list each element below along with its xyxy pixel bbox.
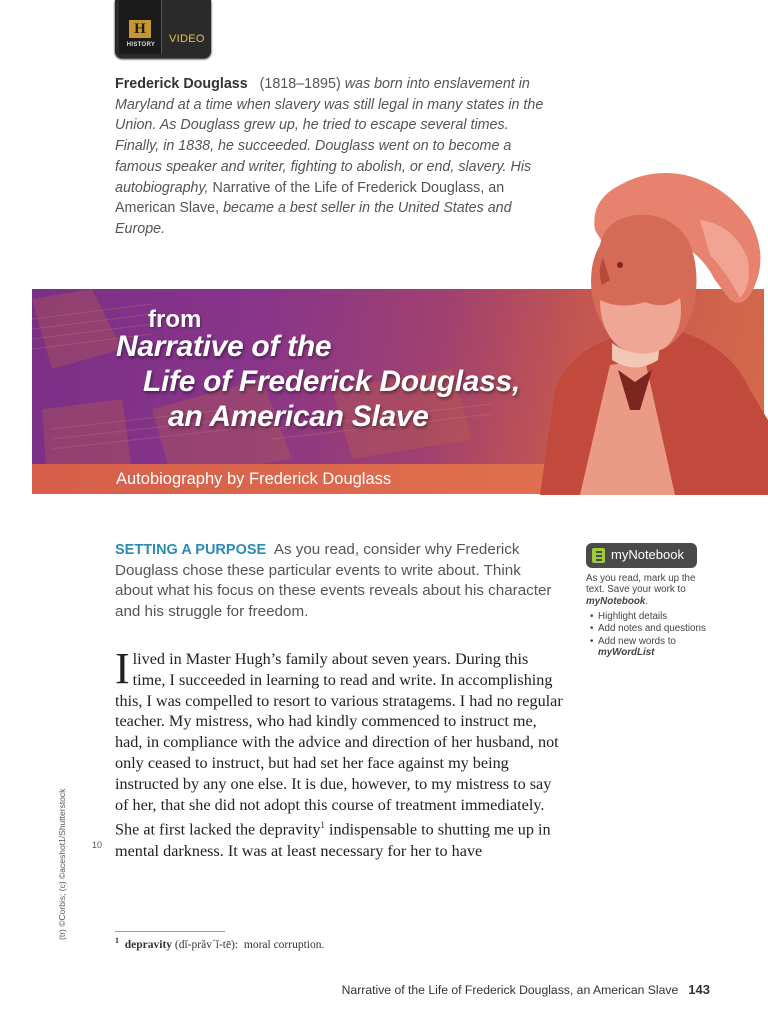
bio-text-a: was born into enslavement in Maryland at a time when slavery was still legal in many states in the Union. As Douglass grew up, he tried to escape several times. Finally, in 1838, he succeeded. Douglass went on to become a famous speaker and writer, fighting to abolish, or end, slavery. His autobiography, [115, 76, 544, 196]
notebook-brand: myNotebook [586, 595, 646, 607]
mynotebook-button[interactable] [586, 543, 697, 568]
setting-a-purpose [115, 540, 555, 622]
title-line-3: an American Slave [168, 400, 429, 433]
footnote-divider [115, 931, 225, 932]
notebook-intro-end: . [645, 595, 649, 607]
body-text: lived in Master Hugh’s family about seven years. During this time, I succeeded in learning to read and write. In accomplishing this, I was compelled to resort to various stratagems. I had no regular teacher. My mistress, who had kindly commenced to instruct me, had, in compliance with the advice and direction of her husband, not only ceased to instruct, but had set her face against my being instructed by any one else. It is due, however, to my mistress to say of her, that she did not adopt this course of treatment immediately. She at first lacked the depravity [115, 650, 563, 839]
notebook-intro-text: As you read, mark up the text. Save your work to [586, 573, 696, 596]
footnote-pronunciation: (dĭ-prăv´ĭ-tē): [174, 938, 239, 951]
author-bio [115, 74, 555, 240]
title-from: from [148, 306, 202, 333]
history-logo-text: HISTORY [126, 42, 156, 48]
notebook-icon [592, 548, 605, 563]
author-dates: (1818–1895) [259, 76, 341, 92]
notebook-instructions [586, 573, 706, 607]
list-item [590, 611, 708, 622]
title-line-1: Narrative of the [116, 330, 332, 363]
page-number: 143 [688, 982, 710, 997]
frederick-douglass-portrait [500, 160, 768, 495]
footnote-number: 1 [115, 936, 119, 945]
title-line-2: Life of Frederick Douglass, [143, 365, 520, 398]
drop-cap: I [115, 644, 130, 693]
notebook-item-text: Highlight details [598, 611, 668, 622]
page-footer [342, 982, 710, 997]
notebook-item-text: Add new words to [598, 635, 676, 647]
bio-book-title: Narrative of the Life of Frederick Douglass, an American Slave, [115, 179, 505, 217]
bio-text-b: became a best seller in the United States and Europe. [115, 200, 512, 237]
list-item [590, 623, 708, 634]
notebook-list [590, 611, 708, 659]
footnote-term: depravity [124, 938, 173, 951]
wordlist-brand: myWordList [598, 646, 655, 658]
footnote-reference[interactable]: 1 [320, 820, 325, 831]
purpose-heading: SETTING A PURPOSE [115, 542, 267, 558]
line-number: 10 [92, 840, 103, 850]
narrative-body [115, 644, 565, 861]
mynotebook-label: myNotebook [611, 547, 684, 562]
footnote-definition: moral corruption. [243, 938, 325, 951]
running-title: Narrative of the Life of Frederick Douglass, an American Slave [341, 983, 679, 997]
subtitle-genre-author: Autobiography by Frederick Douglass [116, 470, 392, 488]
purpose-text: As you read, consider why Frederick Douglass chose these particular events to write about. Think about what his focus on these events reveals about his character and his struggle for freedom. [115, 541, 552, 620]
body-text-end: indispensable to shutting me up in mental darkness. It was at least necessary for her to have [115, 820, 551, 860]
photo-credit: (tr) ©Corbis; (c) ©aceshot1/Shutterstock [57, 788, 67, 940]
history-logo-mark: H [129, 20, 151, 38]
video-label: VIDEO [169, 33, 205, 45]
history-logo [119, 0, 162, 54]
author-name: Frederick Douglass [115, 76, 248, 92]
list-item [590, 636, 708, 659]
history-video-badge[interactable] [115, 0, 211, 58]
notebook-item-text: Add notes and questions [598, 623, 706, 635]
footnote [115, 936, 324, 951]
